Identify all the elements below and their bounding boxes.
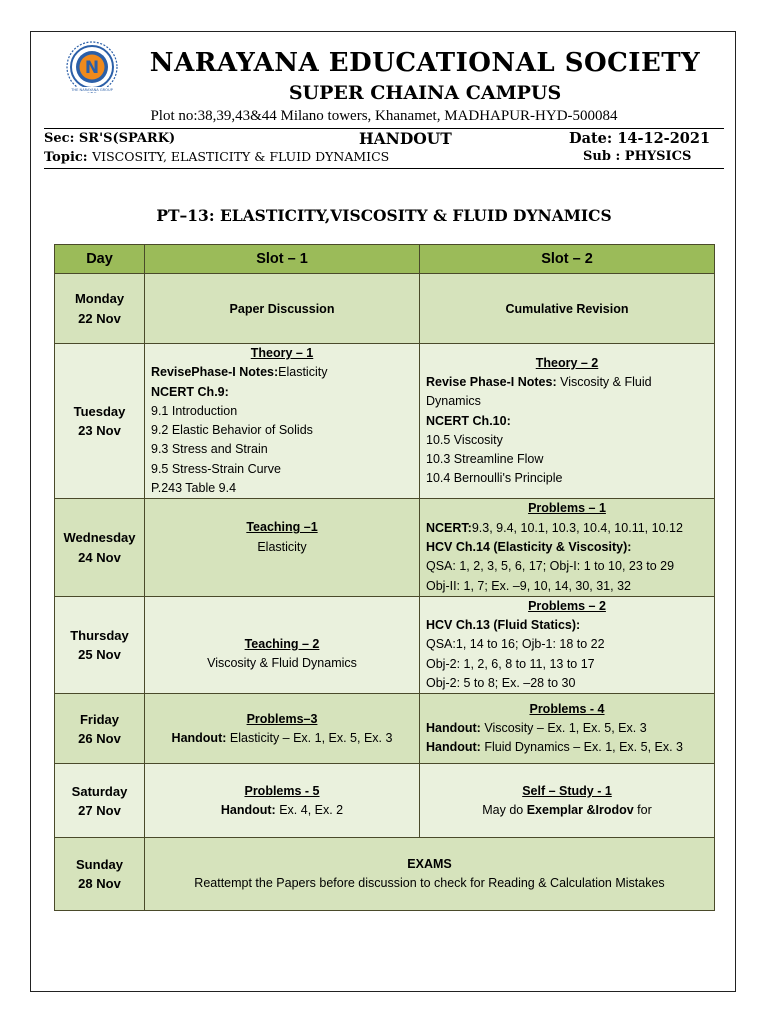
day-cell: Wednesday 24 Nov — [55, 499, 145, 596]
campus-address: Plot no:38,39,43&44 Milano towers, Khanamet, MADHAPUR-HYD-500084 — [150, 108, 618, 124]
svg-text:N: N — [84, 58, 100, 78]
exam-cell: EXAMS Reattempt the Papers before discussion to check for Reading & Calculation Mistakes — [145, 838, 715, 911]
slot-2-cell: Problems - 4 Handout: Viscosity – Ex. 1, Ex. 5, Ex. 3 Handout: Fluid Dynamics – Ex. 1, Ex. 5, Ex. 3 — [420, 694, 715, 764]
table-header-row — [55, 245, 715, 274]
org-name: NARAYANA EDUCATIONAL SOCIETY — [149, 48, 701, 78]
narayana-logo — [64, 40, 120, 96]
slot-2-cell: Self – Study - 1 May do Exemplar &Irodov for — [420, 764, 715, 838]
slot-1-cell: Teaching – 2 Viscosity & Fluid Dynamics — [145, 596, 420, 693]
svg-text:THE NARAYANA GROUP: THE NARAYANA GROUP — [71, 88, 113, 92]
schedule-title: PT–13: ELASTICITY,VISCOSITY & FLUID DYNAMICS — [156, 206, 612, 225]
day-cell: Friday 26 Nov — [55, 694, 145, 764]
header-slot-2: Slot – 2 — [420, 245, 715, 274]
table-row — [55, 596, 715, 693]
campus-name: SUPER CHAINA CAMPUS — [288, 82, 562, 104]
table-row — [55, 274, 715, 344]
slot-1-cell: Paper Discussion — [145, 274, 420, 344]
header-slot-1: Slot – 1 — [145, 245, 420, 274]
slot-2-cell: Cumulative Revision — [420, 274, 715, 344]
table-row — [55, 344, 715, 499]
slot-1-cell: Teaching –1 Elasticity — [145, 499, 420, 596]
doc-type: HANDOUT — [359, 129, 452, 148]
table-row — [55, 694, 715, 764]
schedule-table — [54, 244, 715, 911]
slot-2-cell: Problems – 1 NCERT:9.3, 9.4, 10.1, 10.3, 10.4, 10.11, 10.12 HCV Ch.14 (Elasticity & Viscosity): QSA: 1, 2, 3, 5, 6, 17; Obj-I: 1 to 10, 23 to 29 Obj-II: 1, 7; Ex. –9, 10, 14, 30, 31, 32 — [420, 499, 715, 596]
header-day: Day — [55, 245, 145, 274]
day-cell: Sunday 28 Nov — [55, 838, 145, 911]
slot-2-cell: Problems – 2 HCV Ch.13 (Fluid Statics): QSA:1, 14 to 16; Ojb-1: 18 to 22 Obj-2: 1, 2, 6, 8 to 11, 13 to 17 Obj-2: 5 to 8; Ex. –28 to 30 — [420, 596, 715, 693]
slot-2-cell: Theory – 2 Revise Phase-I Notes: Viscosity & Fluid Dynamics NCERT Ch.10: 10.5 Viscosity 10.3 Streamline Flow 10.4 Bernoulli's Principle — [420, 344, 715, 499]
table-row — [55, 499, 715, 596]
slot-1-cell: Problems–3 Handout: Elasticity – Ex. 1, Ex. 5, Ex. 3 — [145, 694, 420, 764]
day-cell: Tuesday 23 Nov — [55, 344, 145, 499]
date-info: Date: 14-12-2021 — [569, 130, 711, 147]
day-cell: Monday 22 Nov — [55, 274, 145, 344]
slot-1-cell: Theory – 1 RevisePhase-I Notes:Elasticity NCERT Ch.9: 9.1 Introduction 9.2 Elastic Behavior of Solids 9.3 Stress and Strain 9.5 Stress-Strain Curve P.243 Table 9.4 — [145, 344, 420, 499]
section-info: Sec: SR'S(SPARK) — [44, 131, 176, 146]
day-cell: Thursday 25 Nov — [55, 596, 145, 693]
slot-1-cell: Problems - 5 Handout: Ex. 4, Ex. 2 — [145, 764, 420, 838]
divider-bottom — [44, 168, 724, 169]
topic-info: Topic: VISCOSITY, ELASTICITY & FLUID DYNAMICS — [44, 149, 390, 165]
table-row — [55, 838, 715, 911]
table-row — [55, 764, 715, 838]
subject-info: Sub : PHYSICS — [583, 149, 692, 164]
day-cell: Saturday 27 Nov — [55, 764, 145, 838]
